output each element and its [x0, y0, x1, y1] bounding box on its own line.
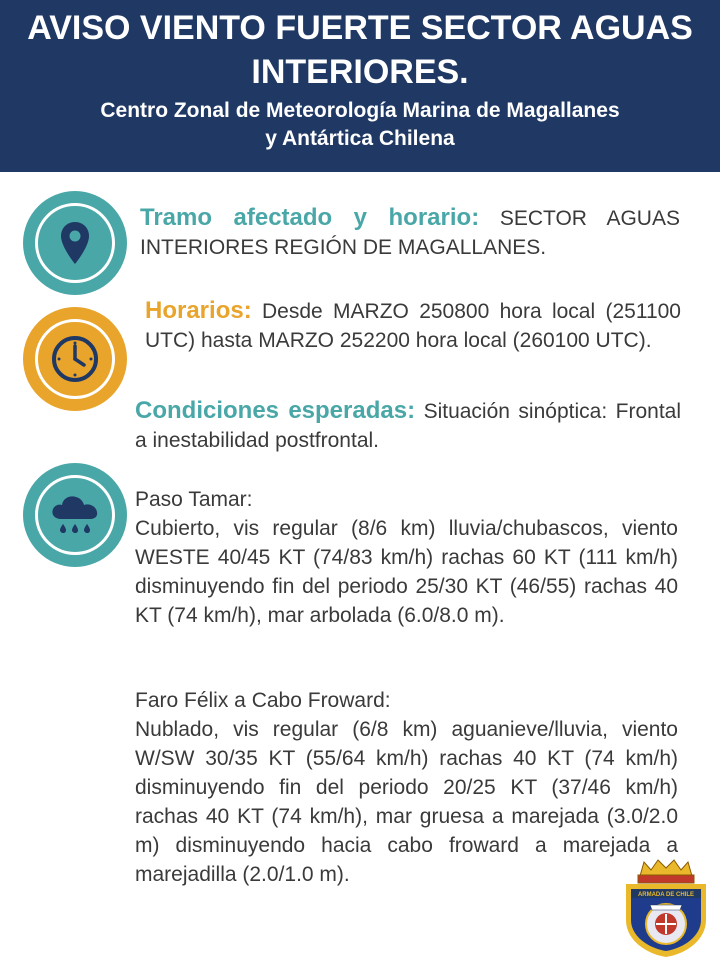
- rain-circle: [23, 463, 127, 567]
- paso-tamar-block: [135, 485, 678, 630]
- page-subtitle: [0, 97, 720, 153]
- location-pin-icon: [60, 221, 90, 265]
- navy-emblem-logo: [620, 858, 712, 958]
- rain-cloud-icon: [49, 493, 101, 537]
- header-banner: [0, 0, 720, 172]
- faro-felix-text: Nublado, vis regular (6/8 km) aguanieve/lluvia, viento W/SW 30/35 KT (55/64 km/h) rachas 40 KT (74 km/h) disminuyendo fin del periodo 20/25 KT (37/46 km/h) rachas 40 KT (74 km/h), mar gruesa a marejada (3.0/2.0 m) disminuyendo hacia cabo froward a marejada a marejadilla (2.0/1.0 m).: [135, 718, 678, 886]
- horarios-text: Desde MARZO 250800 hora local (251100 UTC) hasta MARZO 252200 hora local (260100 UTC).: [145, 300, 681, 352]
- condiciones-label: Condiciones esperadas:: [135, 397, 416, 424]
- tramo-text: SECTOR AGUAS INTERIORES REGIÓN DE MAGALLANES.: [140, 207, 680, 259]
- faro-felix-title: Faro Félix a Cabo Froward:: [135, 689, 391, 712]
- tramo-label: Tramo afectado y horario:: [140, 204, 480, 231]
- condiciones-block: [135, 396, 681, 455]
- clock-circle: [23, 307, 127, 411]
- paso-tamar-text: Cubierto, vis regular (8/6 km) lluvia/chubascos, viento WESTE 40/45 KT (74/83 km/h) rachas 60 KT (111 km/h) disminuyendo fin del periodo 25/30 KT (46/55) rachas 40 KT (74 km/h), mar arbolada (6.0/8.0 m).: [135, 517, 678, 627]
- subtitle-line-1: Centro Zonal de Meteorología Marina de Magallanes: [100, 99, 620, 122]
- location-circle: [23, 191, 127, 295]
- horarios-label: Horarios:: [145, 297, 252, 324]
- emblem-top-text: ARMADA DE CHILE: [637, 892, 695, 898]
- paso-tamar-title: Paso Tamar:: [135, 488, 253, 511]
- tramo-block: [140, 203, 680, 262]
- subtitle-line-2: y Antártica Chilena: [265, 127, 455, 150]
- faro-felix-block: [135, 686, 678, 889]
- condiciones-text: Situación sinóptica: Frontal a inestabilidad postfrontal.: [135, 400, 681, 452]
- horarios-block: [145, 296, 681, 355]
- page-title: AVISO VIENTO FUERTE SECTOR AGUAS INTERIORES.: [27, 9, 693, 91]
- clock-icon: [51, 335, 99, 383]
